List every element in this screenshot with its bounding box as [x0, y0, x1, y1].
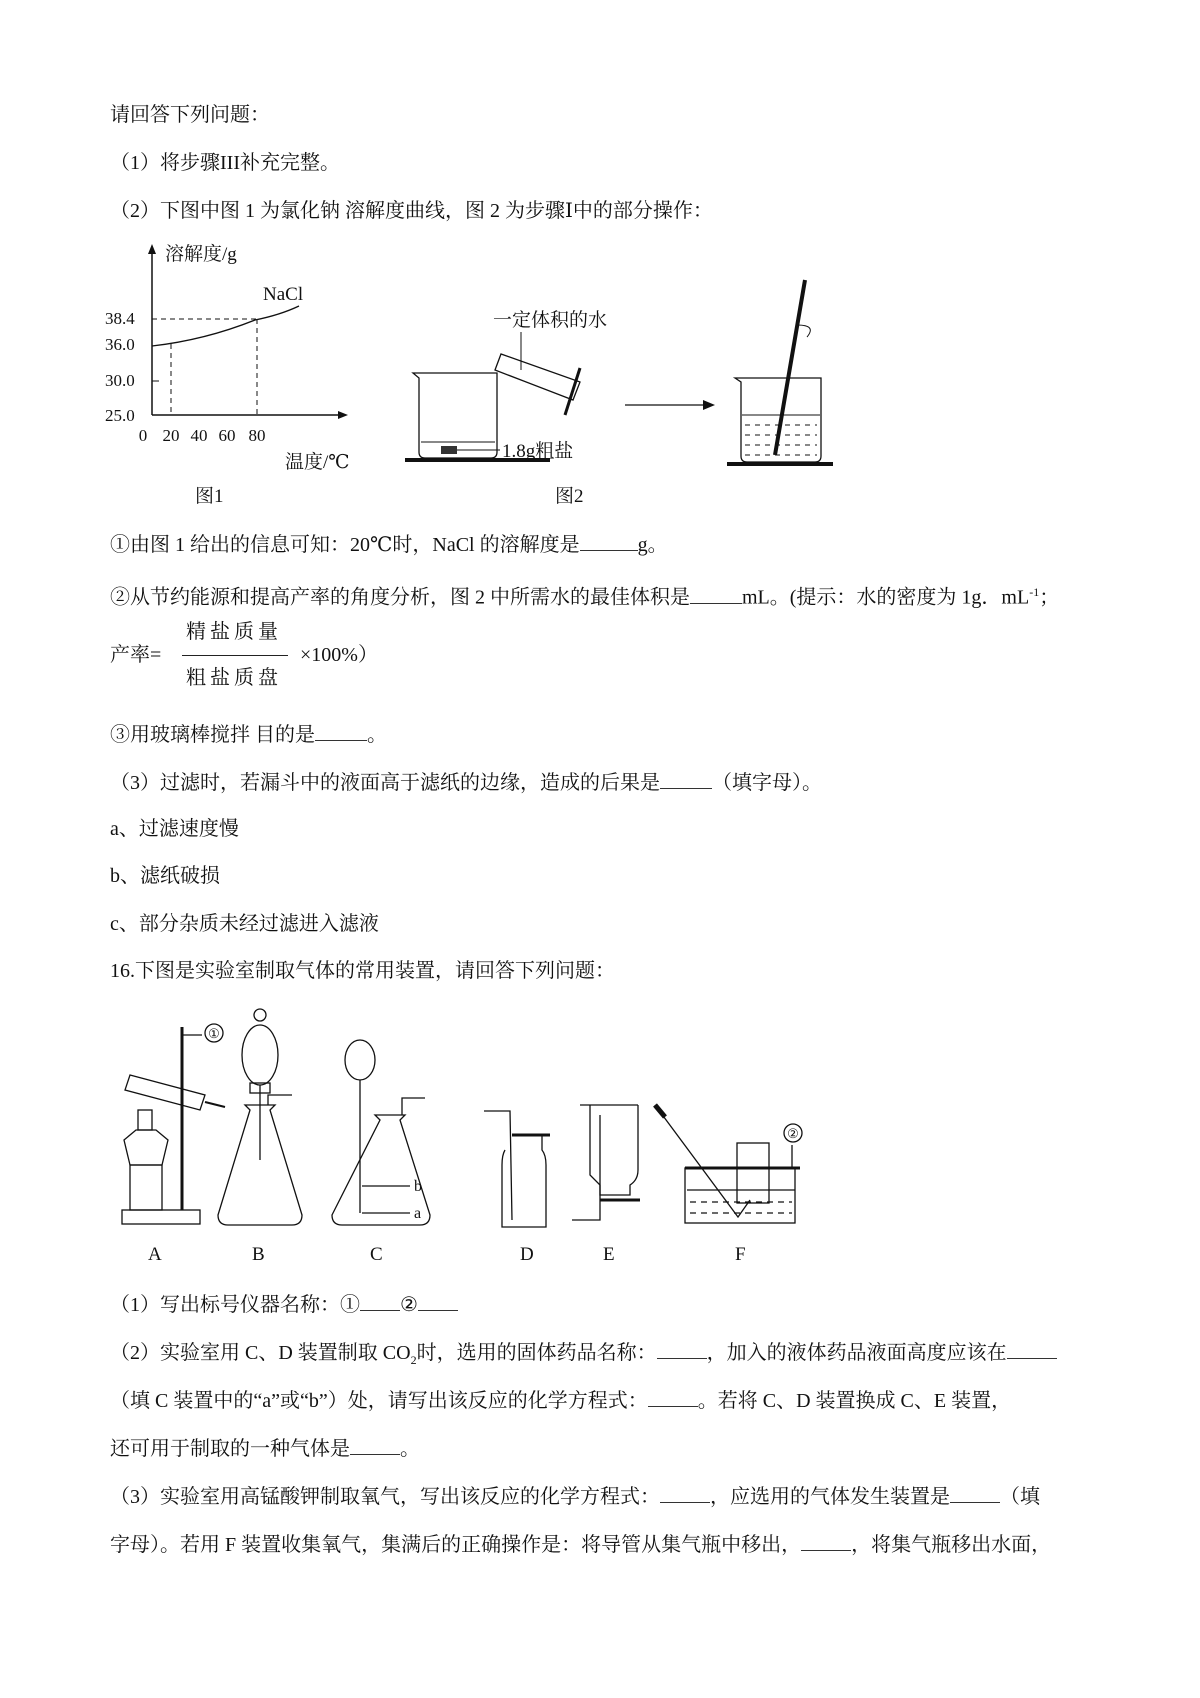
x-axis-arrow-icon — [338, 411, 348, 419]
option-b: b、滤纸破损 — [110, 865, 220, 887]
beaker — [413, 373, 497, 458]
text: 时，选用的固体药品名称： — [416, 1342, 657, 1364]
label-1: ① — [208, 1026, 220, 1041]
text: ，加入的液体药品液面高度应该在 — [706, 1342, 1007, 1364]
salt-label: 1.8g粗盐 — [502, 441, 574, 462]
crude-salt — [441, 446, 457, 454]
dissolving-diagram — [405, 270, 845, 510]
x-axis-label: 温度/℃ — [285, 452, 350, 473]
y-tick: 38.4 — [105, 309, 135, 328]
apparatus-label: C — [370, 1244, 383, 1265]
y-tick: 36.0 — [105, 335, 135, 354]
apparatus-label: F — [735, 1244, 746, 1265]
text: 。 — [400, 1438, 420, 1460]
part-2-line-3 — [110, 1436, 420, 1461]
label-a: a — [414, 1205, 422, 1222]
text: ，将集气瓶移出水面， — [851, 1534, 1052, 1556]
gas-apparatus-diagram — [110, 1005, 890, 1275]
figure-1-caption: 图1 — [195, 486, 224, 507]
x-tick: 80 — [248, 426, 266, 445]
part-2-line-1 — [110, 1340, 1057, 1372]
apparatus-a — [122, 1027, 225, 1224]
apparatus-b — [218, 1009, 302, 1225]
y-axis-label: 溶解度/g — [165, 244, 237, 265]
x-tick: 40 — [190, 426, 208, 445]
formula-numerator: 精盐质量 — [186, 621, 282, 643]
apparatus-e — [572, 1105, 640, 1220]
apparatus-label: D — [520, 1244, 534, 1265]
apparatus-d — [484, 1111, 550, 1227]
answer-blank[interactable] — [418, 1292, 458, 1311]
question-1: （1）将步骤III补充完整。 — [110, 152, 340, 174]
solubility-chart — [105, 240, 385, 510]
intro-text: 请回答下列问题： — [110, 104, 270, 126]
label-2: ② — [787, 1126, 799, 1141]
text: （3）实验室用高锰酸钾制取氧气，写出该反应的化学方程式： — [110, 1486, 660, 1508]
graduated-cylinder — [495, 354, 580, 415]
text: ，应选用的气体发生装置是 — [710, 1486, 950, 1508]
part-3-line-2 — [110, 1532, 1051, 1557]
x-tick: 0 — [138, 426, 148, 445]
question-2: （2）下图中图 1 为氯化钠 溶解度曲线，图 2 为步骤Ⅰ中的部分操作： — [110, 200, 713, 222]
formula-denominator: 粗盐质盘 — [186, 667, 282, 689]
apparatus-c — [332, 1040, 430, 1225]
text: 字母）。若用 F 装置收集氧气，集满后的正确操作是：将导管从集气瓶中移出， — [110, 1534, 802, 1556]
formula-lhs: 产率= — [110, 644, 162, 666]
sub-question-3 — [110, 722, 387, 747]
nacl-curve — [152, 306, 299, 346]
answer-blank[interactable] — [801, 1532, 851, 1551]
question-3 — [110, 770, 822, 795]
text: mL。(提示：水的密度为 1g．mL — [742, 586, 1030, 609]
series-label: NaCl — [263, 284, 304, 305]
answer-blank[interactable] — [660, 1484, 710, 1503]
part-1 — [110, 1292, 458, 1317]
sub-question-2 — [110, 580, 1059, 610]
formula-rhs: ×100%） — [300, 644, 378, 666]
y-tick: 30.0 — [105, 371, 135, 390]
subscript: 2 — [410, 1353, 417, 1367]
text: 。 — [367, 724, 387, 746]
y-axis-arrow-icon — [148, 244, 156, 254]
superscript: -1 — [1029, 585, 1040, 599]
beaker-stirring — [735, 378, 821, 462]
text: （3）过滤时，若漏斗中的液面高于滤纸的边缘，造成的后果是 — [110, 772, 660, 794]
text: ③用玻璃棒搅拌 目的是 — [110, 724, 315, 746]
label-b: b — [414, 1178, 422, 1195]
text: （2）实验室用 C、D 装置制取 CO — [110, 1342, 411, 1364]
glass-rod — [775, 280, 805, 455]
fraction-bar — [182, 655, 288, 656]
sub-question-1 — [110, 532, 668, 557]
apparatus-label: E — [603, 1244, 615, 1265]
y-tick: 25.0 — [105, 406, 135, 425]
yield-formula — [110, 620, 410, 692]
apparatus-label: B — [252, 1244, 265, 1265]
answer-blank[interactable] — [657, 1340, 707, 1359]
x-tick: 20 — [162, 426, 180, 445]
option-a: a、过滤速度慢 — [110, 818, 239, 840]
answer-blank[interactable] — [950, 1484, 1000, 1503]
answer-blank[interactable] — [580, 532, 638, 551]
text: 。若将 C、D 装置换成 C、E 装置， — [697, 1390, 1012, 1412]
arrow-head-icon — [703, 400, 715, 410]
apparatus-label: A — [148, 1244, 162, 1265]
text: 还可用于制取的一种气体是 — [110, 1438, 350, 1460]
text: （填字母）。 — [712, 772, 822, 794]
text: ； — [1039, 586, 1060, 609]
option-c: c、部分杂质未经过滤进入滤液 — [110, 913, 379, 935]
text: ②从节约能源和提高产率的角度分析，图 2 中所需水的最佳体积是 — [110, 586, 690, 609]
text: （填 — [1000, 1486, 1040, 1508]
answer-blank[interactable] — [690, 585, 742, 604]
water-label: 一定体积的水 — [493, 310, 608, 331]
question-16: 16.下图是实验室制取气体的常用装置，请回答下列问题： — [110, 960, 615, 982]
apparatus-f — [655, 1105, 800, 1223]
answer-blank[interactable] — [1007, 1340, 1057, 1359]
answer-blank[interactable] — [660, 770, 712, 789]
text: g。 — [637, 534, 668, 556]
text: ①由图 1 给出的信息可知：20℃时，NaCl 的溶解度是 — [110, 534, 580, 556]
text: （1）写出标号仪器名称：① — [110, 1294, 360, 1316]
figure-2-caption: 图2 — [555, 486, 584, 507]
answer-blank[interactable] — [350, 1436, 400, 1455]
answer-blank[interactable] — [315, 722, 367, 741]
answer-blank[interactable] — [648, 1388, 698, 1407]
part-2-line-2 — [110, 1388, 1011, 1413]
x-tick: 60 — [218, 426, 236, 445]
text: ② — [400, 1294, 418, 1316]
answer-blank[interactable] — [360, 1292, 400, 1311]
part-3-line-1 — [110, 1484, 1040, 1509]
text: （填 C 装置中的“a”或“b”）处，请写出该反应的化学方程式： — [110, 1390, 648, 1412]
